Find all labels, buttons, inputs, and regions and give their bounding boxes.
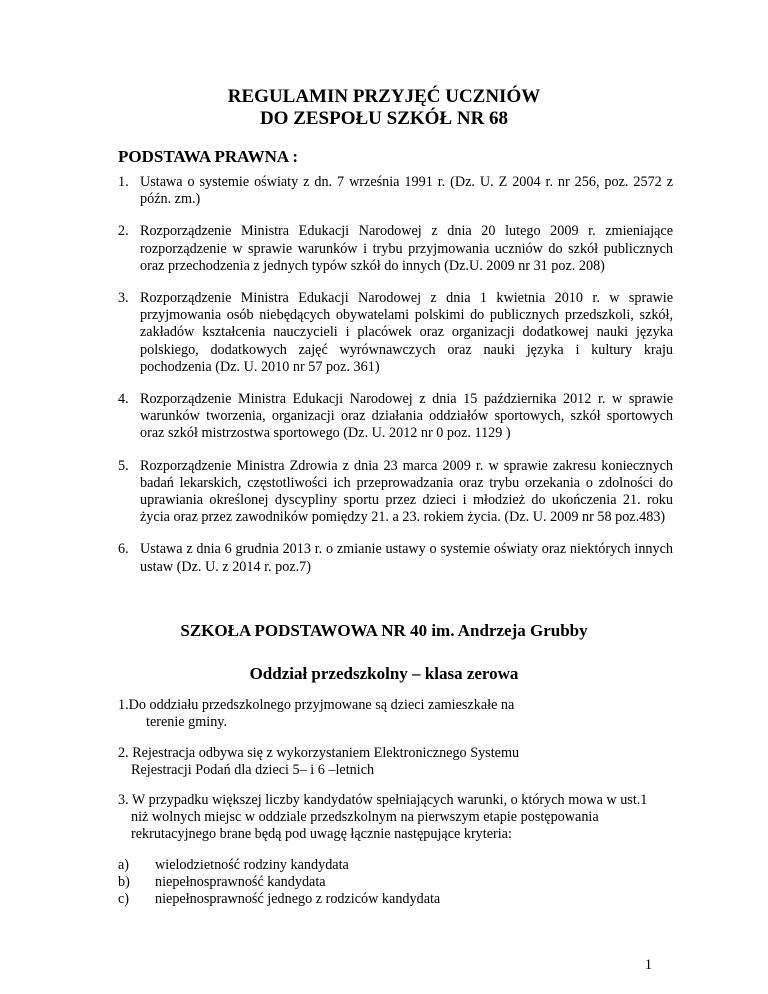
paragraph-line: 1.Do oddziału przedszkolnego przyjmowane są dzieci zamieszkałe na: [118, 697, 515, 713]
legal-basis-number: 5.: [118, 457, 129, 474]
paragraph-line: 2. Rejestracja odbywa się z wykorzystaniem Elektronicznego Systemu: [118, 745, 520, 761]
legal-basis-item: [118, 458, 673, 527]
section-title: Oddział przedszkolny – klasa zerowa: [249, 664, 519, 683]
legal-basis-text: Rozporządzenie Ministra Edukacji Narodowej z dnia 1 kwietnia 2010 r. w sprawie przyjmowania osób niebędących obywatelami polskimi do publicznych przedszkoli, szkół, zakładów kształcenia nauczycieli i placówek oraz organizacji dodatkowej nauki języka polskiego, dodatkowych zajęć wyrównawczych oraz nauki języka i kultury kraju pochodzenia (Dz. U. 2010 nr 57 poz. 361): [140, 290, 673, 375]
legal-basis-item: [118, 174, 673, 208]
legal-basis-text: Rozporządzenie Ministra Edukacji Narodowej z dnia 20 lutego 2009 r. zmieniające rozporządzenie w sprawie warunków i trybu przyjmowania uczniów do szkół publicznych oraz przechodzenia z jednych typów szkół do innych (Dz.U. 2009 nr 31 poz. 208): [140, 223, 673, 274]
paragraph-line: 3. W przypadku większej liczby kandydatów spełniających warunki, o których mowa w ust.1: [118, 792, 648, 808]
criteria-text: niepełnosprawność kandydata: [155, 874, 326, 890]
legal-basis-number: 4.: [118, 391, 129, 408]
document-title-line-1: REGULAMIN PRZYJĘĆ UCZNIÓW: [227, 86, 541, 107]
paragraph-line: terenie gminy.: [146, 714, 228, 731]
legal-basis-number: 2.: [118, 223, 129, 240]
legal-basis-number: 3.: [118, 290, 129, 307]
paragraph-line: rekrutacyjnego brane będą pod uwagę łącznie następujące kryteria:: [131, 826, 512, 843]
legal-basis-text: Rozporządzenie Ministra Zdrowia z dnia 23 marca 2009 r. w sprawie zakresu koniecznych badań lekarskich, częstotliwości ich przeprowadzania oraz trybu orzekania o zdolności do uprawiania określonej dyscypliny sportu przez dzieci i młodzież do ukończenia 21. roku życia oraz przez zawodników pomiędzy 21. a 23. rokiem życia. (Dz. U. 2009 nr 58 poz.483): [140, 457, 673, 526]
paragraph-line: niż wolnych miejsc w oddziale przedszkolnym na pierwszym etapie postępowania: [131, 809, 599, 826]
legal-basis-item: [118, 391, 673, 443]
criteria-letter: a): [118, 857, 130, 873]
criteria-text: niepełnosprawność jednego z rodziców kandydata: [155, 891, 441, 907]
legal-basis-text: Ustawa o systemie oświaty z dn. 7 września 1991 r. (Dz. U. Z 2004 r. nr 256, poz. 2572 z późn. zm.): [140, 174, 673, 208]
legal-basis-item: [118, 541, 673, 575]
legal-basis-item: [118, 223, 673, 275]
school-title: SZKOŁA PODSTAWOWA NR 40 im. Andrzeja Grubby: [180, 621, 588, 640]
legal-basis-text: Rozporządzenie Ministra Edukacji Narodowej z dnia 15 października 2012 r. w sprawie warunków tworzenia, organizacji oraz działania oddziałów sportowych, szkół sportowych oraz szkół mistrzostwa sportowego (Dz. U. 2012 nr 0 poz. 1129 ): [140, 391, 673, 442]
legal-basis-heading: PODSTAWA PRAWNA :: [118, 147, 299, 166]
legal-basis-number: 1.: [118, 174, 129, 190]
legal-basis-item: [118, 290, 673, 376]
legal-basis-text: Ustawa z dnia 6 grudnia 2013 r. o zmianie ustawy o systemie oświaty oraz niektórych innych ustaw (Dz. U. z 2014 r. poz.7): [140, 541, 673, 575]
legal-basis-list: [118, 174, 673, 591]
legal-basis-number: 6.: [118, 541, 129, 558]
criteria-letter: b): [118, 874, 130, 890]
page-number: 1: [644, 957, 652, 973]
criteria-text: wielodzietność rodziny kandydata: [155, 857, 349, 873]
document-title-line-2: DO ZESPOŁU SZKÓŁ NR 68: [259, 108, 509, 129]
paragraph-line: Rejestracji Podań dla dzieci 5– i 6 –letnich: [131, 762, 375, 779]
paragraph-1: [118, 697, 678, 731]
criteria-letter: c): [118, 891, 130, 907]
paragraph-3: [118, 792, 678, 844]
paragraph-2: [118, 745, 678, 779]
